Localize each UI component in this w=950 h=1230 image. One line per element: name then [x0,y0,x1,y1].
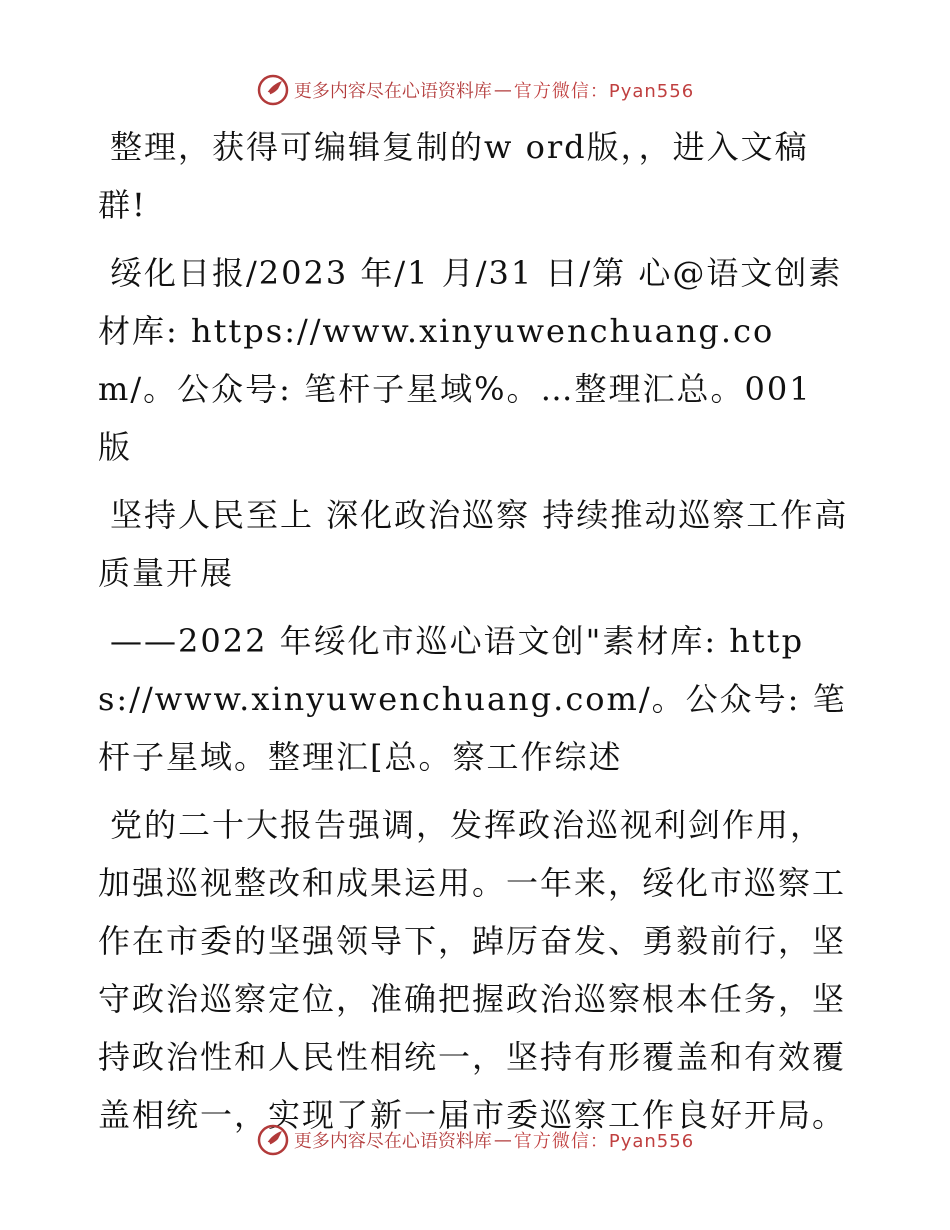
header-banner [0,70,950,110]
paragraph-body: 党的二十大报告强调，发挥政治巡视利剑作用，加强巡视整改和成果运用。一年来，绥化市巡察工作在市委的坚强领导下，踔厉奋发、勇毅前行，坚守政治巡察定位，准确把握政治巡察根本任务，坚持政治性和人民性相统一，坚持有形覆盖和有效覆盖相统一，实现了新一届市委巡察工作良好开局。 [98,806,847,1134]
paragraph-subheadline: ——2022 年绥化市巡心语文创"素材库: https://www.xinyuwenchuang.com/。公众号: 笔杆子星域。整理汇[总。察工作综述 [98,622,847,776]
brand-logo-icon [256,1123,290,1157]
paragraph-headline: 坚持人民至上 深化政治巡察 持续推动巡察工作高质量开展 [98,496,849,592]
banner-separator: — [493,79,512,101]
document-body [98,118,850,1154]
brand-logo-icon [256,73,290,107]
banner-title: 更多内容尽在心语资料库 [293,1131,492,1152]
paragraph-source: 绥化日报/2023 年/1 月/31 日/第 心@语文创素材库: https://www.xinyuwenchuang.com/。公众号: 笔杆子星域%。…整理汇总。001 版 [98,254,843,466]
banner-contact: 官方微信：Pyan556 [513,1131,695,1152]
banner-contact: 官方微信：Pyan556 [513,81,695,102]
banner-title: 更多内容尽在心语资料库 [293,81,492,102]
paragraph-intro: 整理，获得可编辑复制的w ord版，，进入文稿群! [98,128,809,224]
banner-separator: — [493,1129,512,1151]
footer-banner [0,1120,950,1160]
